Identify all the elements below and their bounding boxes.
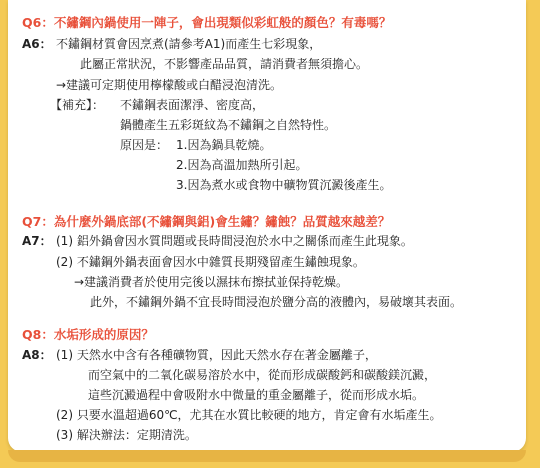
q8-question: Q8：水垢形成的原因？ [22, 327, 154, 342]
q6-answer-prefix: A6： [22, 37, 52, 51]
q6-question: Q6：不鏽鋼內鍋使用一陣子，會出現類似彩虹般的顏色？有毒嗎？ [22, 15, 392, 30]
q7-answer-line: (2) 不鏽鋼外鍋表面會因水中雜質長期殘留產生鏽蝕現象。 [56, 255, 365, 269]
q8-answer-line: (3) 解決辦法：定期清洗。 [56, 428, 197, 442]
q7-question: Q7：為什麼外鍋底部(不鏽鋼與鋁)會生鏽？鏽蝕？品質越來越差？ [22, 214, 391, 229]
q6-reason-label: 原因是： [120, 138, 169, 152]
q7-answer-prefix: A7： [22, 234, 52, 248]
q8-answer-line: 而空氣中的二氧化碳易溶於水中，從而形成碳酸鈣和碳酸鎂沉澱， [88, 368, 437, 382]
q6-reason-item: 3.因為煮水或食物中礦物質沉澱後產生。 [176, 178, 392, 192]
q6-supplement-line: 不鏽鋼表面潔淨、密度高， [120, 98, 265, 112]
q8-answer-line: 這些沉澱過程中會吸附水中微量的重金屬離子，從而形成水垢。 [88, 388, 425, 402]
q8-answer-line: (1) 天然水中含有各種礦物質，因此天然水存在著金屬離子， [56, 348, 377, 362]
q7-answer-line: →建議消費者於使用完後以濕抹布擦拭並保持乾燥。 [74, 275, 349, 289]
q6-reason-item: 2.因為高溫加熱所引起。 [176, 158, 308, 172]
q6-supplement-label: 【補充】： [50, 98, 105, 112]
q6-reason-item: 1.因為鍋具乾燒。 [176, 138, 272, 152]
card-bottom-bar [8, 450, 526, 462]
q8-answer-line: (2) 只要水溫超過60℃，尤其在水質比較硬的地方，肯定會有水垢產生。 [56, 408, 442, 422]
q6-answer-line: →建議可定期使用檸檬酸或白醋浸泡清洗。 [56, 78, 283, 92]
q6-answer-line: 不鏽鋼材質會因烹煮(請參考A1)而產生七彩現象， [56, 37, 322, 51]
q6-supplement-line: 鍋體產生五彩斑紋為不鏽鋼之自然特性。 [120, 118, 337, 132]
q7-answer-line: (1) 鋁外鍋會因水質問題或長時間浸泡於水中之關係而產生此現象。 [56, 234, 413, 248]
q7-answer-line: 此外，不鏽鋼外鍋不宜長時間浸泡於鹽分高的液體內，易破壞其表面。 [90, 295, 463, 309]
q6-answer-line: 此屬正常狀況，不影響產品品質，請消費者無須擔心。 [80, 57, 369, 71]
q8-answer-prefix: A8： [22, 348, 52, 362]
